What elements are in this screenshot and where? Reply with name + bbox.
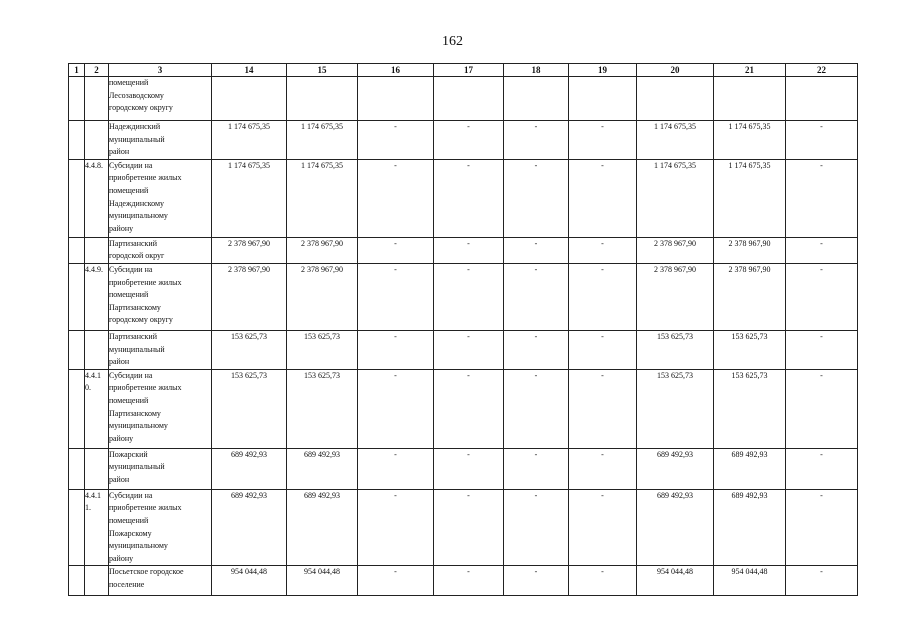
value-cell-c18: - [504,263,569,330]
row-col1-cell [69,566,85,596]
value-cell-c16: - [358,263,434,330]
table-row [69,159,858,237]
row-name-cell: Партизанский муниципальный район [109,330,212,369]
value-cell-c18: - [504,566,569,596]
table-row [69,237,858,263]
table-row [69,77,858,121]
value-cell-c14 [212,77,287,121]
value-cell-c17: - [434,237,504,263]
value-cell-c17: - [434,369,504,448]
value-cell-c19: - [569,369,637,448]
col-header: 16 [358,64,434,77]
row-code-cell: 4.4.1 1. [85,489,109,566]
value-cell-c19: - [569,159,637,237]
value-cell-c15: 1 174 675,35 [287,121,358,160]
value-cell-c21: 689 492,93 [714,448,786,489]
value-cell-c22: - [786,237,858,263]
value-cell-c21: 2 378 967,90 [714,263,786,330]
value-cell-c22: - [786,263,858,330]
table-row [69,330,858,369]
value-cell-c18: - [504,237,569,263]
value-cell-c18: - [504,448,569,489]
row-name-cell: Субсидии на приобретение жилых помещений Пожарскому муниципальному району [109,489,212,566]
value-cell-c15: 689 492,93 [287,489,358,566]
row-code-cell [85,566,109,596]
row-col1-cell [69,237,85,263]
row-name-cell: Субсидии на приобретение жилых помещений Партизанскому муниципальному району [109,369,212,448]
value-cell-c17: - [434,566,504,596]
row-code-cell [85,121,109,160]
row-col1-cell [69,159,85,237]
col-header: 15 [287,64,358,77]
value-cell-c22: - [786,330,858,369]
row-col1-cell [69,448,85,489]
value-cell-c17: - [434,263,504,330]
value-cell-c22: - [786,489,858,566]
row-name-cell: Пожарский муниципальный район [109,448,212,489]
value-cell-c20: 1 174 675,35 [637,121,714,160]
col-header: 21 [714,64,786,77]
value-cell-c14: 153 625,73 [212,369,287,448]
row-col1-cell [69,369,85,448]
value-cell-c20: 153 625,73 [637,330,714,369]
value-cell-c19: - [569,566,637,596]
value-cell-c20: 2 378 967,90 [637,237,714,263]
value-cell-c21: 2 378 967,90 [714,237,786,263]
value-cell-c15 [287,77,358,121]
row-code-cell: 4.4.9. [85,263,109,330]
row-col1-cell [69,330,85,369]
value-cell-c17: - [434,121,504,160]
value-cell-c22: - [786,566,858,596]
row-code-cell [85,448,109,489]
value-cell-c18: - [504,489,569,566]
col-header: 2 [85,64,109,77]
value-cell-c19: - [569,237,637,263]
value-cell-c21 [714,77,786,121]
value-cell-c15: 2 378 967,90 [287,237,358,263]
col-header: 3 [109,64,212,77]
value-cell-c18: - [504,159,569,237]
value-cell-c16: - [358,330,434,369]
value-cell-c17: - [434,330,504,369]
row-code-cell [85,330,109,369]
row-code-cell [85,77,109,121]
row-name-cell: Надеждинский муниципальный район [109,121,212,160]
value-cell-c16: - [358,159,434,237]
value-cell-c20: 689 492,93 [637,448,714,489]
value-cell-c22: - [786,159,858,237]
value-cell-c21: 153 625,73 [714,330,786,369]
row-col1-cell [69,263,85,330]
value-cell-c17: - [434,159,504,237]
value-cell-c19: - [569,121,637,160]
col-header: 17 [434,64,504,77]
value-cell-c14: 689 492,93 [212,448,287,489]
col-header: 20 [637,64,714,77]
value-cell-c15: 2 378 967,90 [287,263,358,330]
row-col1-cell [69,489,85,566]
table-row [69,448,858,489]
row-col1-cell [69,77,85,121]
value-cell-c18: - [504,330,569,369]
value-cell-c22: - [786,448,858,489]
value-cell-c20 [637,77,714,121]
value-cell-c22: - [786,121,858,160]
table-row [69,121,858,160]
value-cell-c19: - [569,330,637,369]
value-cell-c17: - [434,448,504,489]
value-cell-c18: - [504,369,569,448]
value-cell-c17: - [434,489,504,566]
table-row [69,369,858,448]
table-row [69,566,858,596]
value-cell-c19: - [569,489,637,566]
value-cell-c21: 689 492,93 [714,489,786,566]
value-cell-c16: - [358,489,434,566]
value-cell-c14: 1 174 675,35 [212,121,287,160]
value-cell-c14: 2 378 967,90 [212,263,287,330]
value-cell-c20: 954 044,48 [637,566,714,596]
value-cell-c16: - [358,237,434,263]
col-header: 1 [69,64,85,77]
value-cell-c20: 2 378 967,90 [637,263,714,330]
table-row [69,263,858,330]
table-row [69,489,858,566]
row-col1-cell [69,121,85,160]
value-cell-c21: 153 625,73 [714,369,786,448]
row-code-cell [85,237,109,263]
value-cell-c16: - [358,448,434,489]
header-row [69,64,858,77]
value-cell-c15: 954 044,48 [287,566,358,596]
col-header: 18 [504,64,569,77]
row-name-cell: Субсидии на приобретение жилых помещений Надеждинскому муниципальному району [109,159,212,237]
row-name-cell: Партизанский городской округ [109,237,212,263]
value-cell-c20: 153 625,73 [637,369,714,448]
value-cell-c19 [569,77,637,121]
col-header: 22 [786,64,858,77]
row-name-cell: помещений Лесозаводскому городскому округу [109,77,212,121]
value-cell-c14: 2 378 967,90 [212,237,287,263]
value-cell-c18 [504,77,569,121]
value-cell-c22: - [786,369,858,448]
row-code-cell: 4.4.8. [85,159,109,237]
row-code-cell: 4.4.1 0. [85,369,109,448]
value-cell-c20: 689 492,93 [637,489,714,566]
value-cell-c18: - [504,121,569,160]
value-cell-c16 [358,77,434,121]
value-cell-c19: - [569,448,637,489]
value-cell-c17 [434,77,504,121]
value-cell-c14: 1 174 675,35 [212,159,287,237]
value-cell-c15: 689 492,93 [287,448,358,489]
value-cell-c21: 1 174 675,35 [714,121,786,160]
page-number: 162 [442,34,463,49]
value-cell-c16: - [358,369,434,448]
value-cell-c22 [786,77,858,121]
col-header: 14 [212,64,287,77]
row-name-cell: Субсидии на приобретение жилых помещений Партизанскому городскому округу [109,263,212,330]
col-header: 19 [569,64,637,77]
value-cell-c20: 1 174 675,35 [637,159,714,237]
value-cell-c14: 954 044,48 [212,566,287,596]
value-cell-c14: 689 492,93 [212,489,287,566]
budget-table [68,63,858,596]
value-cell-c16: - [358,121,434,160]
value-cell-c21: 1 174 675,35 [714,159,786,237]
value-cell-c15: 1 174 675,35 [287,159,358,237]
value-cell-c15: 153 625,73 [287,330,358,369]
row-name-cell: Посьетское городское поселение [109,566,212,596]
value-cell-c16: - [358,566,434,596]
value-cell-c15: 153 625,73 [287,369,358,448]
value-cell-c21: 954 044,48 [714,566,786,596]
value-cell-c14: 153 625,73 [212,330,287,369]
value-cell-c19: - [569,263,637,330]
